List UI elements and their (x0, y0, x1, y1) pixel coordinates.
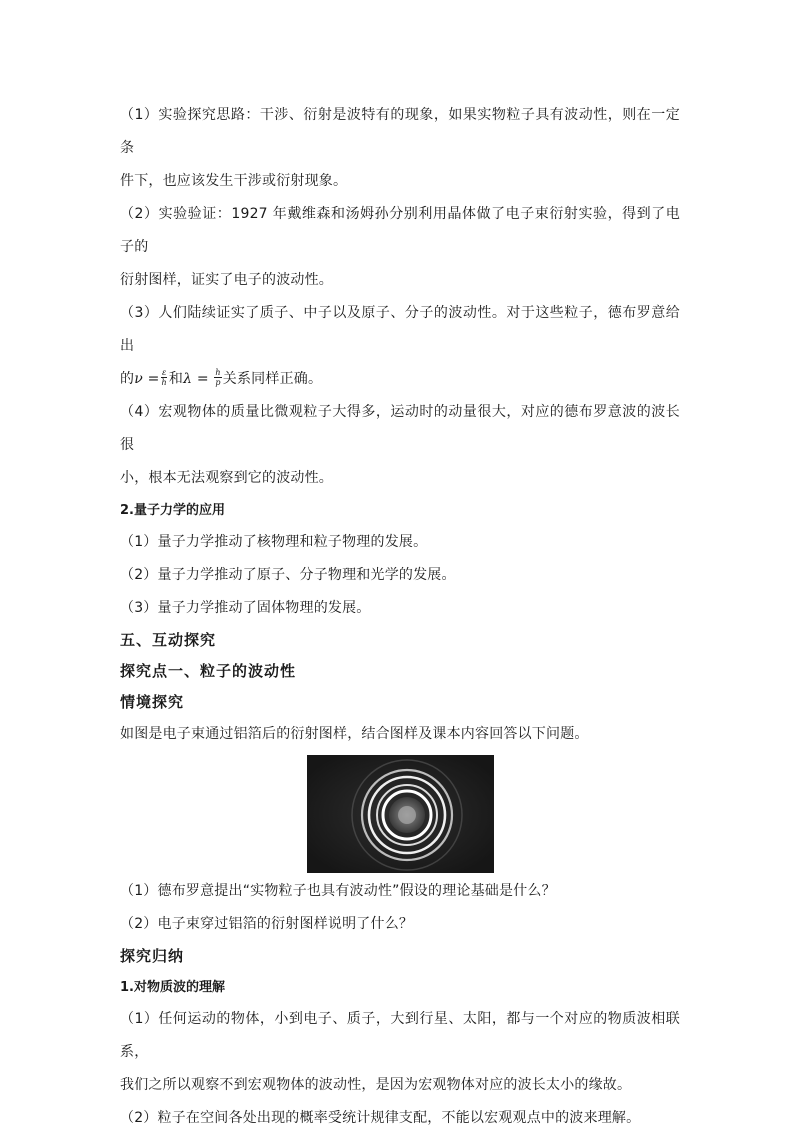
fraction-h-p (214, 368, 221, 387)
proton-line-2 (120, 363, 680, 396)
understanding-2: （2）粒子在空间各处出现的概率受统计规律支配，不能以宏观观点中的波来理解。 (120, 1110, 641, 1126)
exp-idea-line-2: 件下，也应该发生干涉或衍射现象。 (120, 173, 348, 189)
exp-verify-line-1: （2）实验验证：1927 年戴维森和汤姆孙分别利用晶体做了电子束衍射实验，得到了电子的 (120, 206, 680, 255)
summary-title: 探究归纳 (120, 947, 185, 965)
question-2: （2）电子束穿过铝箔的衍射图样说明了什么？ (120, 916, 414, 932)
section2-title: 2.量子力学的应用 (120, 503, 225, 518)
formula-and: 和 (168, 371, 184, 387)
understanding-1-line-2: 我们之所以观察不到宏观物体的波动性，是因为宏观物体对应的波长太小的缘故。 (120, 1077, 632, 1093)
fraction-den-h: h (161, 377, 167, 387)
macro-line-2: 小，根本无法观察到它的波动性。 (120, 470, 333, 486)
exp-idea-line-1: （1）实验探究思路：干涉、衍射是波特有的现象，如果实物粒子具有波动性，则在一定条 (120, 107, 680, 156)
lambda-formula (183, 367, 223, 387)
understanding-1-line-1: （1）任何运动的物体，小到电子、质子，大到行星、太阳，都与一个对应的物质波相联系， (120, 1011, 680, 1060)
understanding-title: 1.对物质波的理解 (120, 980, 225, 995)
formula-eq-1: = (147, 371, 160, 387)
formula-nu: ν (134, 371, 143, 387)
section2-item-1: （1）量子力学推动了核物理和粒子物理的发展。 (120, 534, 428, 550)
document-page (120, 99, 680, 1135)
section2-item-3: （3）量子力学推动了固体物理的发展。 (120, 600, 371, 616)
fraction-den-p: p (215, 377, 221, 387)
diffraction-pattern-image (307, 755, 494, 873)
scenario-intro: 如图是电子束通过铝箔后的衍射图样，结合图样及课本内容回答以下问题。 (120, 726, 589, 742)
section5-title: 五、互动探究 (120, 631, 217, 649)
fraction-num-epsilon: ε (161, 367, 167, 377)
section2-item-2: （2）量子力学推动了原子、分子物理和光学的发展。 (120, 567, 456, 583)
fraction-epsilon-h (161, 368, 168, 387)
point1-title: 探究点一、粒子的波动性 (120, 662, 297, 680)
proton-line-1: （3）人们陆续证实了质子、中子以及原子、分子的波动性。对于这些粒子，德布罗意给出 (120, 305, 680, 354)
formula-eq-2: = (196, 371, 209, 387)
central-highlight (398, 806, 416, 824)
figure-container (120, 755, 680, 873)
proton-suffix: 关系同样正确。 (222, 371, 323, 387)
proton-prefix: 的 (120, 371, 135, 387)
question-1: （1）德布罗意提出“实物粒子也具有波动性”假设的理论基础是什么？ (120, 883, 556, 899)
fraction-num-h: h (215, 367, 221, 377)
macro-line-1: （4）宏观物体的质量比微观粒子大得多，运动时的动量很大，对应的德布罗意波的波长很 (120, 404, 680, 453)
formula-lambda: λ (183, 371, 193, 387)
diffraction-rings-svg (307, 755, 494, 873)
exp-verify-line-2: 衍射图样，证实了电子的波动性。 (120, 272, 333, 288)
scenario-title: 情境探究 (120, 693, 185, 711)
de-broglie-formula (134, 367, 169, 387)
